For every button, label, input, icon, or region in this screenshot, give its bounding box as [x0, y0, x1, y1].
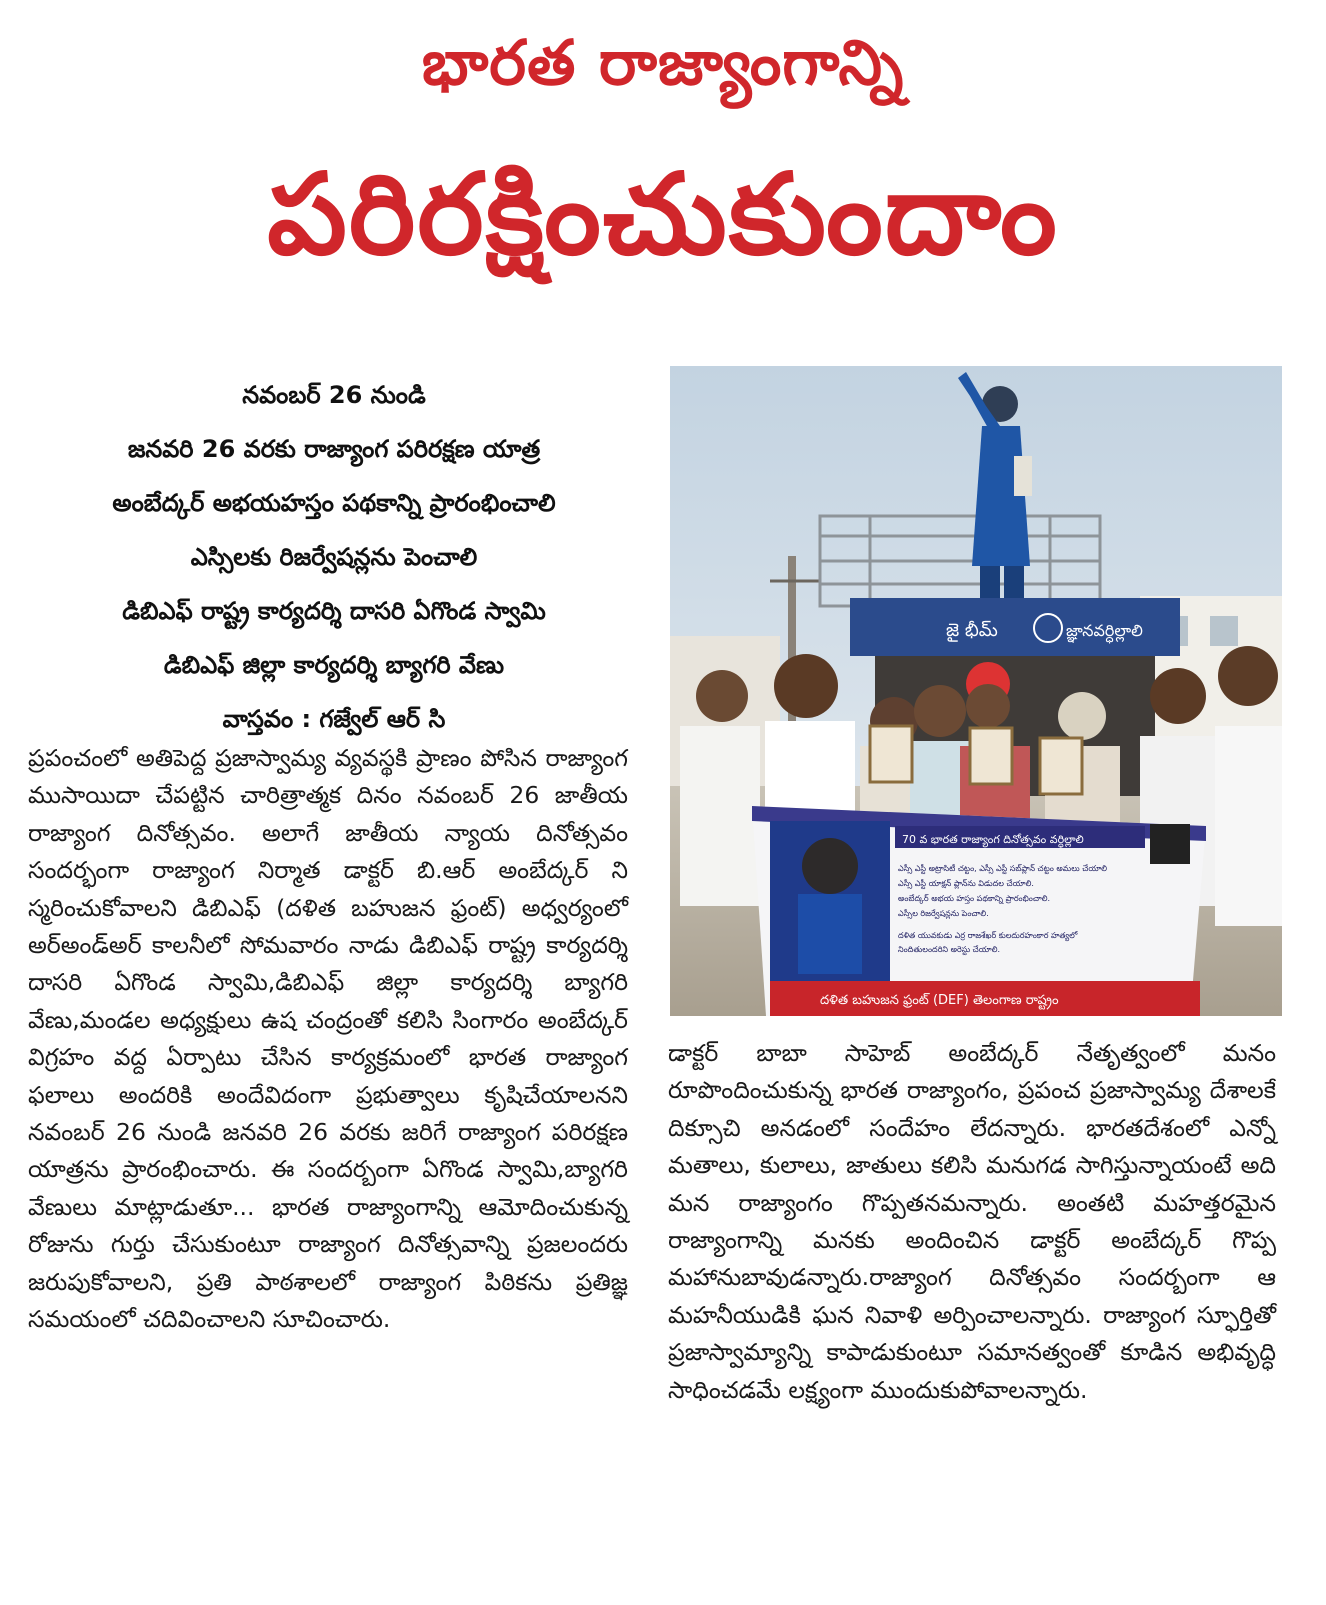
banner-line-3: అంబేద్కర్ అభయ హస్తం పథకాన్ని ప్రారంభించాలి.: [898, 894, 1051, 903]
subheadings: [14, 368, 654, 746]
banner-title: 70 వ భారత రాజ్యాంగ దినోత్సవం వర్ధిల్లాలి: [902, 833, 1084, 846]
headline-line-2: పరిరక్షించుకుందాం: [267, 150, 1059, 280]
subhead-state-secretary: డిబిఎఫ్ రాష్ట్ర కార్యదర్శి దాసరి ఏగొండ స్వామి: [122, 597, 546, 625]
article-column-right: [668, 1035, 1276, 1409]
banner-line-4: ఎస్సీల రిజర్వేషన్లను పెంచాలి.: [898, 909, 989, 918]
subhead-byline: వాస్తవం : గజ్వేల్ ఆర్ సి: [222, 705, 446, 733]
pedestal-text-left: జై భీమ్: [946, 620, 998, 641]
pedestal-text-right: జ్ఞానవర్ధిల్లాలి: [1066, 621, 1143, 640]
article-text-right: డాక్టర్ బాబా సాహెబ్ అంబేద్కర్ నేతృత్వంలో మనం రూపొందించుకున్న భారత రాజ్యాంగం, ప్రపంచ ప్రజాస్వామ్య దేశాలకే దిక్సూచి అనడంలో సందేహం లేదన్నారు. భారతదేశంలో ఎన్నో మతాలు, కులాలు, జాతులు కలిసి మనుగడ సాగిస్తున్నాయంటే అది మన రాజ్యాంగం గొప్పతనమన్నారు. అంతటి మహత్తరమైన రాజ్యాంగాన్ని మనకు అందించిన డాక్టర్ అంబేద్కర్ గొప్ప మహానుబావుడన్నారు.రాజ్యాంగ దినోత్సవం సందర్బంగా ఆ మహనీయుడికి ఘన నివాళి అర్పించాలన్నారు. రాజ్యాంగ స్ఫూర్తితో ప్రజాస్వామ్యాన్ని కాపాడుకుంటూ సమానత్వంతో కూడిన అభివృద్ధి సాధించడమే లక్ష్యంగా ముందుకుపోవాలన్నారు.: [668, 1039, 1276, 1404]
headline-line-1: భారత రాజ్యాంగాన్ని: [421, 26, 905, 99]
subhead-abhayahastam: అంబేద్కర్ అభయహస్తం పథకాన్ని ప్రారంభించాలి: [112, 489, 556, 517]
protest-banner: [752, 806, 1206, 1016]
photo-illustration: [670, 366, 1282, 1016]
banner-line-5: దళిత యువకుడు ఎర్ర రాజశేఖర్ కులదురహంకార హత్యలో: [898, 931, 1078, 940]
subhead-reservations: ఎస్సిలకు రిజర్వేషన్లను పెంచాలి: [190, 543, 478, 571]
banner-footer: దళిత బహుజన ఫ్రంట్ (DEF) తెలంగాణ రాష్ట్రం: [820, 993, 1059, 1008]
banner-line-1: ఎస్సీ ఎస్టీ అట్రాసిటీ చట్టం, ఎస్సీ ఎస్టీ సబ్‌ప్లాన్ చట్టం అమలు చేయాలి: [898, 864, 1108, 873]
news-photo: [670, 366, 1282, 1016]
subhead-district-secretary: డిబిఎఫ్ జిల్లా కార్యదర్శి బ్యాగరి వేణు: [163, 651, 505, 679]
banner-line-6: నిందితులందరిని అరెస్టు చేయాలి.: [898, 945, 1001, 954]
subhead-date-start: నవంబర్ 26 నుండి: [242, 381, 426, 409]
article-text-left: ప్రపంచంలో అతిపెద్ద ప్రజాస్వామ్య వ్యవస్థకి ప్రాణం పోసిన రాజ్యాంగ ముసాయిదా చేపట్టిన చారిత్రాత్మక దినం నవంబర్ 26 జాతీయ రాజ్యాంగ దినోత్సవం. అలాగే జాతీయ న్యాయ దినోత్సవం సందర్భంగా రాజ్యాంగ నిర్మాత డాక్టర్ బి.ఆర్ అంబేద్కర్ ని స్మరించుకోవాలని డిబిఎఫ్ (దళిత బహుజన ఫ్రంట్) అధ్వర్యంలో అర్అండ్అర్ కాలనీలో సోమవారం నాడు డిబిఎఫ్ రాష్ట్ర కార్యదర్శి దాసరి ఏగొండ స్వామి,డిబిఎఫ్ జిల్లా కార్యదర్శి బ్యాగరి వేణు,మండల అధ్యక్షులు ఉష చంద్రంతో కలిసి సింగారం అంబేద్కర్ విగ్రహం వద్ద ఏర్పాటు చేసిన కార్యక్రమంలో భారత రాజ్యాంగ ఫలాలు అందరికి అందేవిదంగా ప్రభుత్వాలు కృషిచేయాలనని నవంబర్ 26 నుండి జనవరి 26 వరకు జరిగే రాజ్యాంగ పరిరక్షణ యాత్రను ప్రారంభించారు. ఈ సందర్బంగా ఏగొండ స్వామి,బ్యాగరి వేణులు మాట్లాడుతూ... భారత రాజ్యాంగాన్ని ఆమోదించుకున్న రోజును గుర్తు చేసుకుంటూ రాజ్యాంగ దినోత్సవాన్ని ప్రజలందరు జరుపుకోవాలని, ప్రతి పాఠశాలలో రాజ్యాంగ పిఠికను ప్రతిజ్ఞ సమయంలో చదివించాలని సూచించారు.: [28, 744, 628, 1334]
banner-line-2: ఎస్సీ ఎస్టీ యాక్షన్ ప్లాన్‌ను విడుదల చేయాలి.: [898, 879, 1034, 888]
subhead-yatra: జనవరి 26 వరకు రాజ్యాంగ పరిరక్షణ యాత్ర: [127, 435, 541, 463]
article-column-left: [28, 740, 628, 1339]
